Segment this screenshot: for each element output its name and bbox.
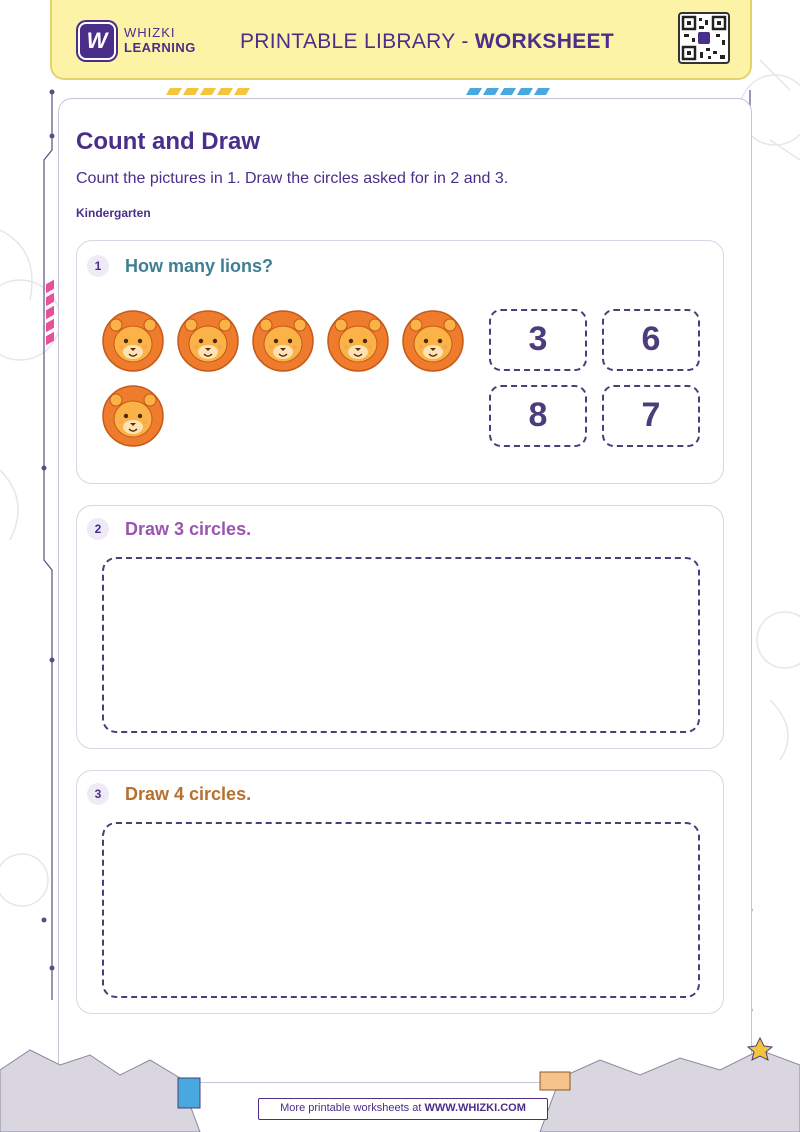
brand-line-2: LEARNING [124,40,196,55]
question-1-number: 1 [87,255,109,277]
worksheet-title: Count and Draw [76,128,260,155]
lion-icon [101,309,165,373]
question-3-card [76,770,724,1014]
answer-option-8[interactable]: 8 [489,385,587,447]
question-2-card [76,505,724,749]
question-1-text: How many lions? [125,256,274,276]
header-title-bold: WORKSHEET [474,30,614,53]
question-2-text: Draw 3 circles. [125,519,252,539]
answer-option-3[interactable]: 3 [489,309,587,371]
header-title-prefix: PRINTABLE LIBRARY - [240,30,475,53]
question-3-number: 3 [87,783,109,805]
question-1-card [76,240,724,484]
brand-line-1: WHIZKI [124,25,176,40]
footer-site: WWW.WHIZKI.COM [424,1102,526,1114]
footer-link[interactable] [258,1098,548,1120]
footer-prefix: More printable worksheets at [280,1102,425,1114]
drawing-area-2[interactable] [102,557,700,733]
answer-option-7[interactable]: 7 [602,385,700,447]
lion-icon [176,309,240,373]
question-2-number: 2 [87,518,109,540]
lion-icon [101,384,165,448]
side-stripe-pink [46,282,56,347]
lion-icon [326,309,390,373]
lion-icon [401,309,465,373]
whizki-logo[interactable]: W [78,22,116,60]
lion-icon [251,309,315,373]
worksheet-instructions: Count the pictures in 1. Draw the circles asked for in 2 and 3. [76,170,509,187]
drawing-area-3[interactable] [102,822,700,998]
question-3-text: Draw 4 circles. [125,784,252,804]
answer-option-6[interactable]: 6 [602,309,700,371]
grade-label: Kindergarten [76,206,151,220]
